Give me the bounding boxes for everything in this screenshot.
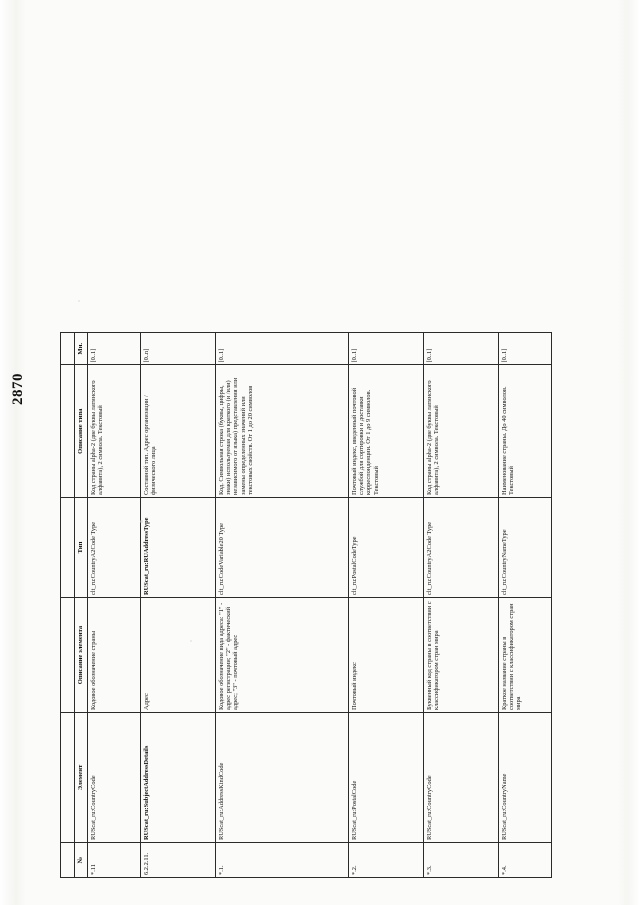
specification-table	[60, 332, 552, 878]
header-rule-cell	[61, 713, 75, 843]
cell-element-description: Кодовое обозначение страны	[87, 598, 140, 713]
column-header-element-description: Описание элемента	[75, 598, 88, 713]
column-header-element: Элемент	[75, 713, 88, 843]
cell-element: RUScat_ru:SubjectAddressDetails	[140, 713, 215, 843]
cell-num: *.11	[87, 843, 140, 878]
cell-num: *.1.	[215, 843, 348, 878]
cell-type	[140, 498, 215, 598]
scan-speck	[78, 300, 80, 302]
header-rule-cell	[61, 598, 75, 713]
cell-type: clt_ru:PostalCodeType	[348, 498, 423, 598]
table-row	[140, 333, 215, 878]
cell-element-description: Адрес	[140, 598, 215, 713]
table-row	[87, 333, 140, 878]
cell-type: clt_ru:CountryA2Code Type	[423, 498, 498, 598]
cell-type: clt_ru:CountryA2Code Type	[87, 498, 140, 598]
table-row	[215, 333, 348, 878]
cell-multiplicity: [0..1]	[423, 333, 498, 366]
table-header-row	[75, 333, 88, 878]
cell-multiplicity: [0..1]	[498, 333, 551, 366]
table-row	[423, 333, 498, 878]
rotated-table-container	[60, 33, 552, 878]
scan-speck	[140, 520, 143, 523]
cell-element-description: Краткое название страны в соответствии с классификатором стран мира	[498, 598, 551, 713]
scan-edge-left	[0, 0, 26, 905]
cell-element-description: Почтовый индекс	[348, 598, 423, 713]
cell-type-description: Составной тип. Адрес организации / физического лица	[140, 365, 215, 498]
cell-type: clt_ru:CountryNameType	[498, 498, 551, 598]
cell-element: RUScat_ru:AddressKindCode	[215, 713, 348, 843]
cell-type-description: Код страны alpha-2 (две буквы латинского алфавита), 2 символа. Текстовый	[87, 365, 140, 498]
cell-element-description: Кодовое обозначение вида адреса: "1" - адрес регистрации; "2" - фактический адрес; "3" - почтовый адрес	[215, 598, 348, 713]
header-rule-cell	[61, 333, 75, 366]
header-rule-cell	[61, 843, 75, 878]
scan-edge-right	[618, 0, 640, 905]
cell-num: *.3.	[423, 843, 498, 878]
cell-num: 6.2.2.11.	[140, 843, 215, 878]
cell-type-bold: RUScat_ru:RUAddressType	[142, 517, 150, 595]
cell-multiplicity: [0..1]	[215, 333, 348, 366]
column-header-multiplicity: Мн.	[75, 333, 88, 366]
table-header-rule-row	[61, 333, 75, 878]
page-number: 2870	[10, 373, 26, 405]
scan-speck	[190, 640, 192, 642]
table-row	[498, 333, 551, 878]
cell-element: RUScat_ru:CountryCode	[87, 713, 140, 843]
column-header-num: №	[75, 843, 88, 878]
cell-multiplicity: [0..1]	[348, 333, 423, 366]
column-header-type-description: Описание типа	[75, 365, 88, 498]
cell-element-description: Буквенный код страны в соответствии с классификатором стран мира	[423, 598, 498, 713]
cell-type-description: Код страны alpha-2 (две буквы латинского алфавита), 2 символа. Текстовый	[423, 365, 498, 498]
cell-type: clt_ru:CodeVariable20 Type	[215, 498, 348, 598]
cell-multiplicity: [0..1]	[87, 333, 140, 366]
cell-element: RUScat_ru:CountryName	[498, 713, 551, 843]
header-rule-cell	[61, 365, 75, 498]
cell-num: *.2.	[348, 843, 423, 878]
cell-type-description: Почтовый индекс, введенный почтовой службой для сортировки и доставки корреспонденции. От 1 до 9 символов. Текстовый	[348, 365, 423, 498]
table-row	[348, 333, 423, 878]
cell-element: RUScat_ru:PostalCode	[348, 713, 423, 843]
cell-num: *.4.	[498, 843, 551, 878]
cell-type-description: Наименование страны. До 40 символов. Текстовый	[498, 365, 551, 498]
cell-multiplicity: [0..n]	[140, 333, 215, 366]
column-header-type: Тип	[75, 498, 88, 598]
cell-type-description: Код. Символьная строка (буквы, цифры, знаки) используемая для краткого (и /или) независимого от языка) представления или замены определенных значений или текстовых свойств. От 1 до 20 символов	[215, 365, 348, 498]
cell-element: RUScat_ru:CountryCode	[423, 713, 498, 843]
header-rule-cell	[61, 498, 75, 598]
